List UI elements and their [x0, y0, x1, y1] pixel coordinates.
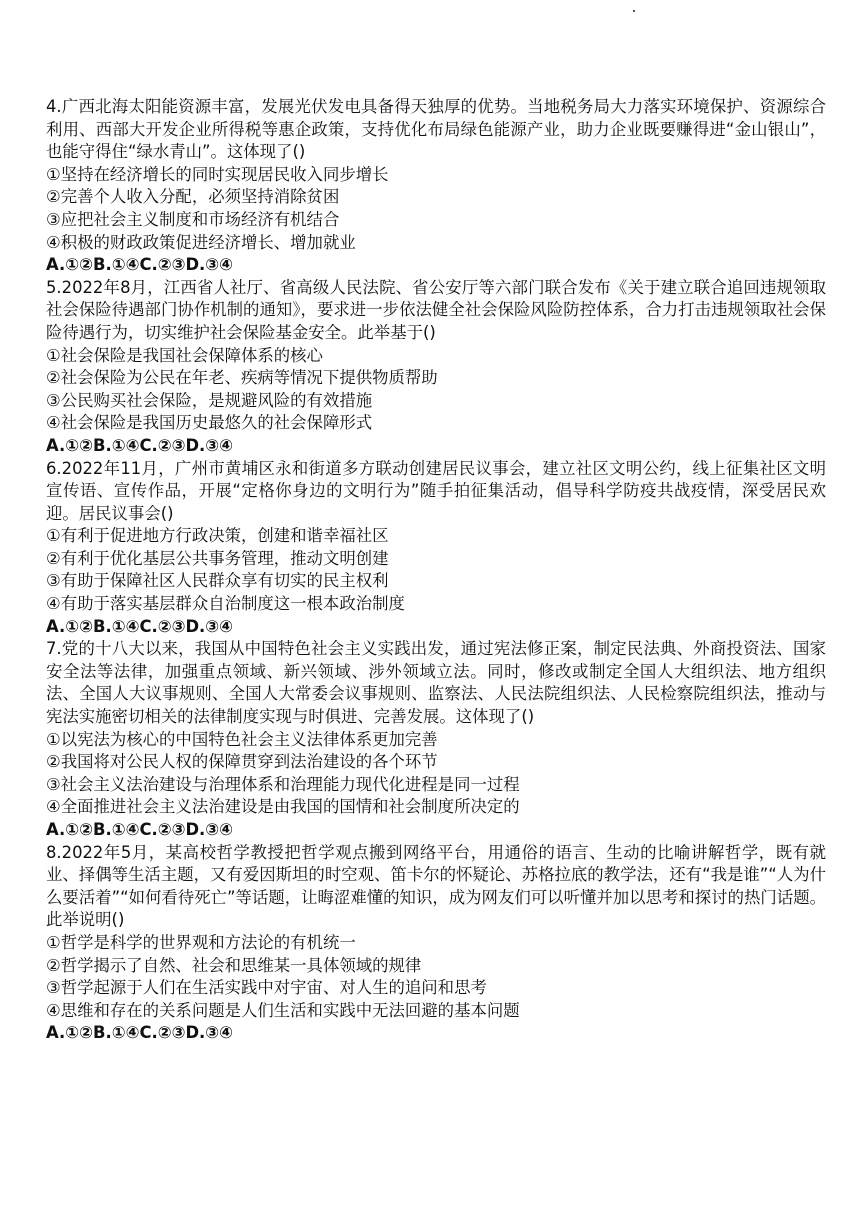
answer-choices: A.①②B.①④C.②③D.③④ — [46, 435, 234, 455]
question-7 — [46, 638, 826, 841]
scan-mark — [633, 10, 635, 12]
option-3: ③公民购买社会保险，是规避风险的有效措施 — [46, 390, 373, 410]
option-2: ②社会保险为公民在年老、疾病等情况下提供物质帮助 — [46, 368, 438, 388]
question-sheet — [46, 96, 826, 1045]
question-8 — [46, 842, 826, 1045]
question-5 — [46, 277, 826, 458]
answer-choices: A.①②B.①④C.②③D.③④ — [46, 616, 234, 636]
question-stem: 4.广西北海太阳能资源丰富，发展光伏发电具备得天独厚的优势。当地税务局大力落实环境保护、资源综合利用、西部大开发企业所得税等惠企政策，支持优化布局绿色能源产业，助力企业既要赚得进“金山银山”，也能守得住“绿水青山”。这体现了() — [46, 97, 826, 162]
option-4: ④思维和存在的关系问题是人们生活和实践中无法回避的基本问题 — [46, 1000, 520, 1020]
option-1: ①哲学是科学的世界观和方法论的有机统一 — [46, 932, 356, 952]
option-1: ①以宪法为核心的中国特色社会主义法律体系更加完善 — [46, 729, 438, 749]
option-3: ③社会主义法治建设与治理体系和治理能力现代化进程是同一过程 — [46, 774, 520, 794]
answer-choices: A.①②B.①④C.②③D.③④ — [46, 1023, 234, 1043]
question-stem: 7.党的十八大以来，我国从中国特色社会主义实践出发，通过宪法修正案，制定民法典、外商投资法、国家安全法等法律，加强重点领域、新兴领域、涉外领域立法。同时，修改或制定全国人大组织法、地方组织法、全国人大议事规则、全国人大常委会议事规则、监察法、人民法院组织法、人民检察院组织法，推动与宪法实施密切相关的法律制度实现与时俱进、完善发展。这体现了() — [46, 639, 826, 727]
option-1: ①有利于促进地方行政决策，创建和谐幸福社区 — [46, 526, 389, 546]
question-6 — [46, 458, 826, 639]
option-2: ②有利于优化基层公共事务管理，推动文明创建 — [46, 548, 389, 568]
question-stem: 6.2022年11月，广州市黄埔区永和街道多方联动创建居民议事会，建立社区文明公约，线上征集社区文明宣传语、宣传作品，开展“定格你身边的文明行为”随手拍征集活动，倡导科学防疫共战疫情，深受居民欢迎。居民议事会() — [46, 458, 826, 523]
question-stem: 8.2022年5月，某高校哲学教授把哲学观点搬到网络平台，用通俗的语言、生动的比喻讲解哲学，既有就业、择偶等生活主题，又有爱因斯坦的时空观、笛卡尔的怀疑论、苏格拉底的教学法，还有“我是谁”“人为什么要活着”“如何看待死亡”等话题，让晦涩难懂的知识，成为网友们可以听懂并加以思考和探讨的热门话题。此举说明() — [46, 842, 826, 930]
option-3: ③有助于保障社区人民群众享有切实的民主权利 — [46, 571, 389, 591]
option-3: ③应把社会主义制度和市场经济有机结合 — [46, 209, 340, 229]
question-4 — [46, 96, 826, 277]
option-1: ①社会保险是我国社会保障体系的核心 — [46, 345, 323, 365]
option-1: ①坚持在经济增长的同时实现居民收入同步增长 — [46, 164, 389, 184]
option-2: ②我国将对公民人权的保障贯穿到法治建设的各个环节 — [46, 752, 438, 772]
answer-choices: A.①②B.①④C.②③D.③④ — [46, 820, 234, 839]
option-3: ③哲学起源于人们在生活实践中对宇宙、对人生的追问和思考 — [46, 978, 487, 998]
option-4: ④全面推进社会主义法治建设是由我国的国情和社会制度所决定的 — [46, 797, 520, 817]
answer-choices: A.①②B.①④C.②③D.③④ — [46, 255, 234, 275]
option-4: ④社会保险是我国历史最悠久的社会保障形式 — [46, 413, 373, 433]
option-4: ④有助于落实基层群众自治制度这一根本政治制度 — [46, 594, 405, 614]
question-stem: 5.2022年8月，江西省人社厅、省高级人民法院、省公安厅等六部门联合发布《关于建立联合追回违规领取社会保险待遇部门协作机制的通知》，要求进一步依法健全社会保险风险防控体系，合力打击违规领取社会保险待遇行为，切实维护社会保险基金安全。此举基于() — [46, 277, 826, 342]
option-2: ②哲学揭示了自然、社会和思维某一具体领域的规律 — [46, 955, 422, 975]
option-2: ②完善个人收入分配，必须坚持消除贫困 — [46, 187, 340, 207]
option-4: ④积极的财政政策促进经济增长、增加就业 — [46, 232, 356, 252]
